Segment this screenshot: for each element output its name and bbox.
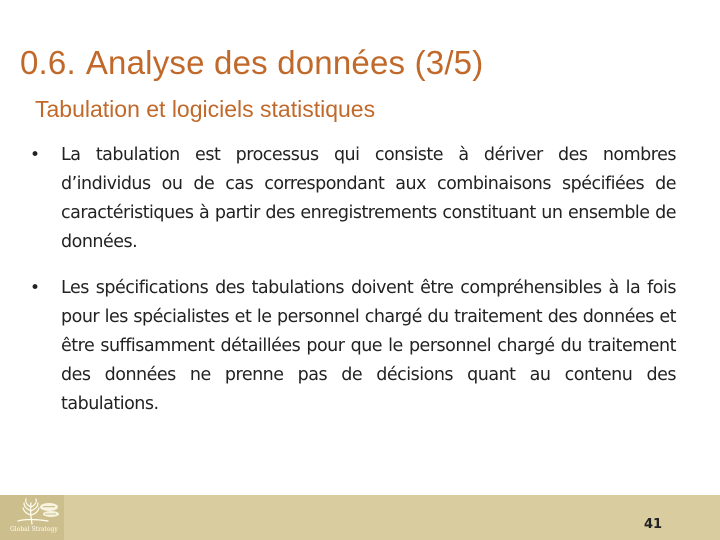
- bullet-text: Les spécifications des tabulations doivent être compréhensibles à la fois pour les spécialistes et le personnel chargé du traitement des données et être suffisamment détaillées pour que le personnel chargé du traitement des données ne prenne pas de décisions quant au contenu des tabulations.: [61, 278, 676, 414]
- bullet-list: [28, 141, 676, 419]
- bullet-item: [28, 141, 676, 257]
- bullet-marker: •: [30, 278, 40, 298]
- bullet-item: [28, 274, 676, 419]
- logo-text: Global Strategy: [10, 526, 58, 533]
- bullet-text: La tabulation est processus qui consiste à dériver des nombres d’individus ou de cas correspondant aux combinaisons spécifiées de caractéristiques à partir des enregistrements constituant un ensemble de données.: [61, 145, 676, 252]
- bullet-marker: •: [30, 145, 40, 165]
- slide-title-text: Analyse des données (3/5): [85, 44, 484, 81]
- slide-subtitle: Tabulation et logiciels statistiques: [35, 96, 376, 122]
- global-strategy-logo: [0, 495, 64, 540]
- page-number: 41: [644, 517, 663, 532]
- slide-title: [20, 44, 483, 82]
- wheat-logo-icon: [4, 497, 62, 525]
- slide-title-number: 0.6.: [20, 44, 76, 81]
- footer-bar: [0, 495, 720, 540]
